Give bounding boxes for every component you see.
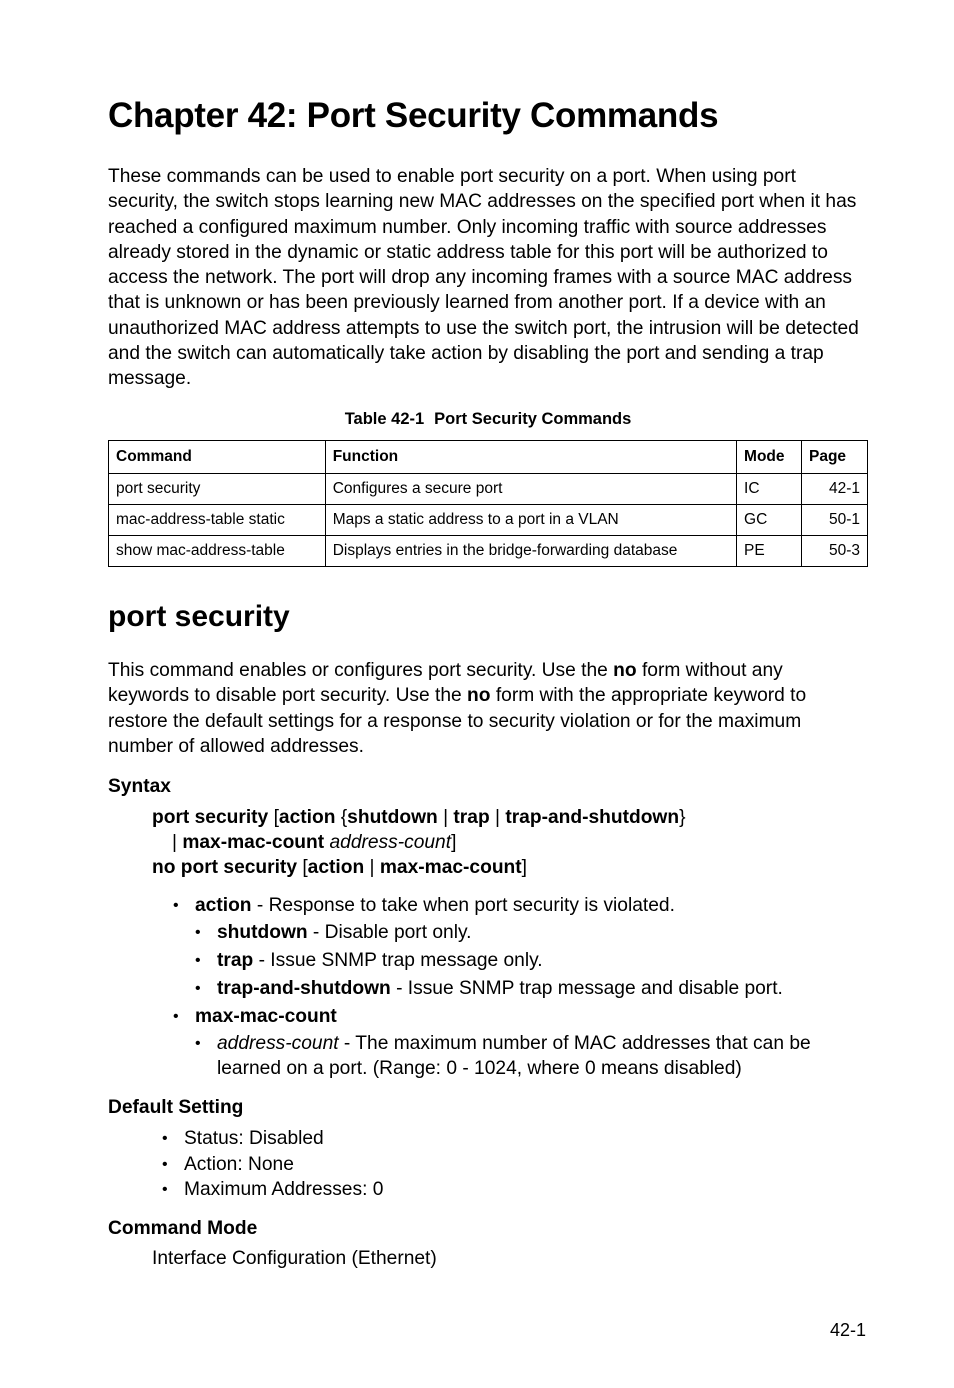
default-item: • Maximum Addresses: 0 — [162, 1179, 384, 1200]
cell-page: 50-3 — [802, 536, 868, 567]
command-mode-heading: Command Mode — [108, 1218, 258, 1239]
cell-page: 50-1 — [802, 505, 868, 536]
cell-function: Maps a static address to a port in a VLAN — [325, 505, 736, 536]
section-description: This command enables or configures port security. Use the no form without any keywords to disable port security. Use the no form with the appropriate keyword to restore the default settings for a response to security violation or for the maximum number of allowed addresses. — [108, 660, 807, 757]
syntax-heading: Syntax — [108, 776, 171, 797]
section-title: port security — [108, 600, 290, 633]
default-setting-heading: Default Setting — [108, 1097, 244, 1118]
syntax-line-2: | max-mac-count address-count] — [172, 832, 457, 853]
chapter-title: Chapter 42: Port Security Commands — [108, 96, 719, 135]
column-header-command: Command — [109, 441, 326, 474]
table-caption-title: Port Security Commands — [434, 410, 632, 428]
command-mode-value: Interface Configuration (Ethernet) — [152, 1248, 437, 1269]
syntax-line-1: port security [action {shutdown | trap | trap-and-shutdown} — [152, 807, 686, 828]
cell-command: show mac-address-table — [109, 536, 326, 567]
intro-paragraph: These commands can be used to enable port security on a port. When using port security, the switch stops learning new MAC addresses on the specified port when it has reached a configured maximum number. Only incoming traffic with source addresses already stored in the dynamic or static address table for this port will be authorized to access the network. The port will drop any incoming frames with a source MAC address that is unknown or has been previously learned from another port. If a device with an unauthorized MAC address attempts to use the switch port, the intrusion will be detected and the switch can automatically take action by disabling the port and sending a trap message. — [108, 166, 859, 390]
cell-command: port security — [109, 474, 326, 505]
param-trap-and-shutdown: • trap-and-shutdown - Issue SNMP trap message and disable port. — [195, 978, 783, 999]
bullet: • — [162, 1130, 168, 1147]
table-header-row — [109, 441, 868, 474]
param-shutdown: • shutdown - Disable port only. — [195, 922, 472, 943]
cell-page: 42-1 — [802, 474, 868, 505]
table-caption — [108, 410, 868, 429]
bullet: • — [195, 924, 201, 941]
cell-command: mac-address-table static — [109, 505, 326, 536]
table-row — [109, 474, 868, 505]
column-header-function: Function — [325, 441, 736, 474]
bullet: • — [195, 980, 201, 997]
bullet: • — [195, 952, 201, 969]
page-number: 42-1 — [829, 1320, 866, 1340]
param-address-count: • address-count - The maximum number of MAC addresses that can be learned on a port. (Range: 0 - 1024, where 0 means disabled) — [195, 1033, 811, 1079]
bullet: • — [173, 897, 179, 914]
cell-mode: IC — [737, 474, 802, 505]
syntax-line-3: no port security [action | max-mac-count] — [152, 857, 527, 878]
column-header-page: Page — [802, 441, 868, 474]
table-row — [109, 536, 868, 567]
cell-function: Configures a secure port — [325, 474, 736, 505]
param-trap: • trap - Issue SNMP trap message only. — [195, 950, 543, 971]
default-item: • Action: None — [162, 1154, 294, 1175]
table-caption-label: Table 42-1 — [344, 410, 425, 428]
default-item: • Status: Disabled — [162, 1128, 324, 1149]
param-action: • action - Response to take when port security is violated. — [173, 895, 675, 916]
bullet: • — [195, 1035, 201, 1052]
table-row — [109, 505, 868, 536]
cell-function: Displays entries in the bridge-forwarding database — [325, 536, 736, 567]
bullet: • — [162, 1181, 168, 1198]
commands-table — [108, 440, 868, 567]
column-header-mode: Mode — [737, 441, 802, 474]
bullet: • — [173, 1008, 179, 1025]
cell-mode: PE — [737, 536, 802, 567]
cell-mode: GC — [737, 505, 802, 536]
bullet: • — [162, 1156, 168, 1173]
param-max-mac-count: • max-mac-count — [173, 1006, 337, 1027]
